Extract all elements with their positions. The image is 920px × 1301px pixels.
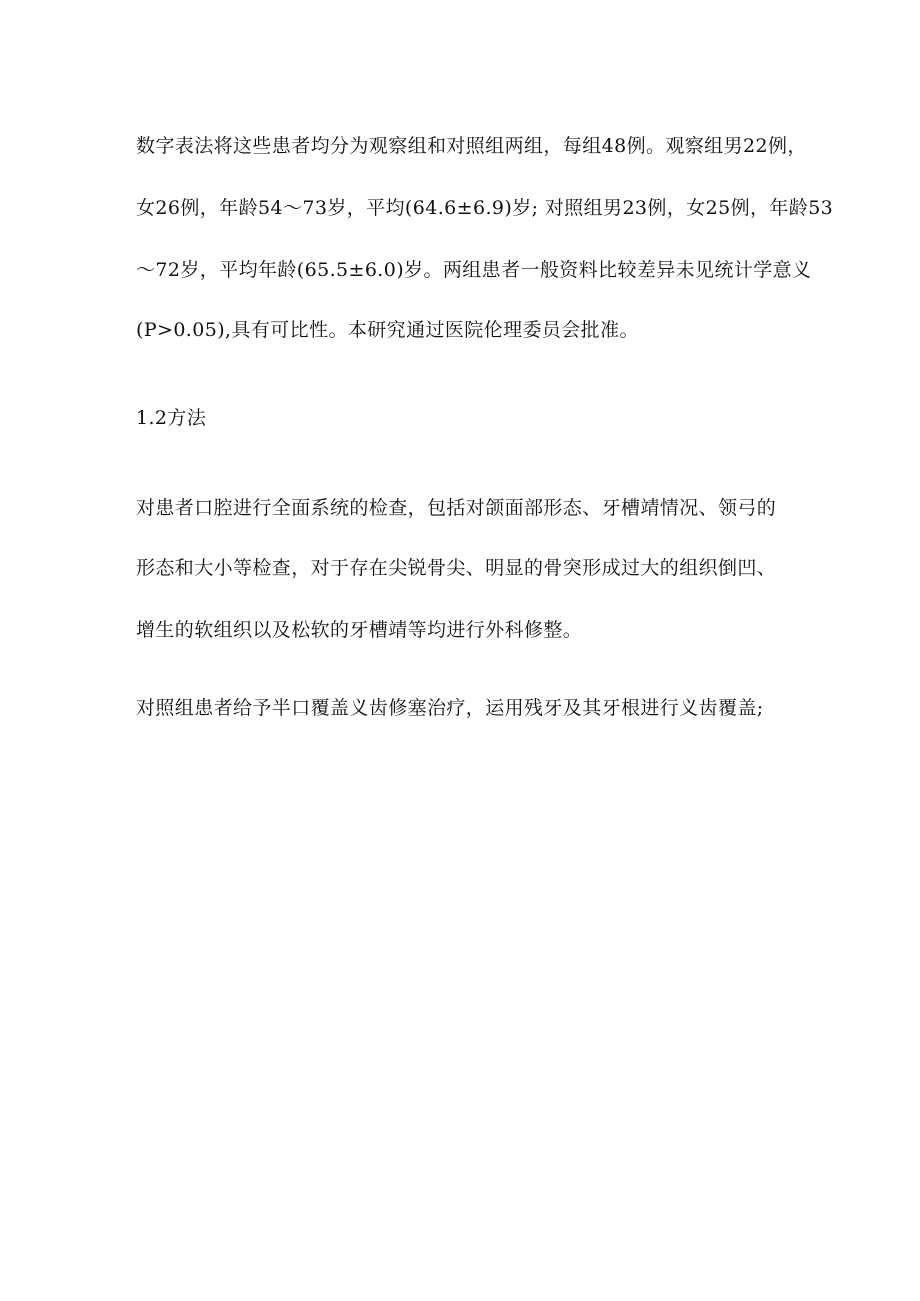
paragraph-1-line-4: (P>0.05),具有可比性。本研究通过医院伦理委员会批准。 (136, 319, 639, 341)
paragraph-2-line-3: 增生的软组织以及松软的牙槽靖等均进行外科修整。 (136, 619, 583, 641)
paragraph-1-line-2: 女26例，年龄54～73岁，平均(64.6±6.9)岁; 对照组男23例，女25例，年龄53 (136, 197, 834, 219)
paragraph-1-line-1: 数字表法将这些患者均分为观察组和对照组两组，每组48例。观察组男22例， (136, 135, 807, 157)
paragraph-2-line-2: 形态和大小等检查，对于存在尖锐骨尖、明显的骨突形成过大的组织倒凹、 (136, 557, 777, 579)
paragraph-3-line-1: 对照组患者给予半口覆盖义齿修塞治疗，运用残牙及其牙根进行义齿覆盖; (136, 697, 764, 719)
paragraph-2-line-1: 对患者口腔进行全面系统的检查，包括对颌面部形态、牙槽靖情况、领弓的 (136, 497, 777, 519)
paragraph-1-line-3: ～72岁，平均年龄(65.5±6.0)岁。两组患者一般资料比较差异未见统计学意义 (136, 259, 812, 281)
section-heading: 1.2方法 (136, 407, 207, 429)
